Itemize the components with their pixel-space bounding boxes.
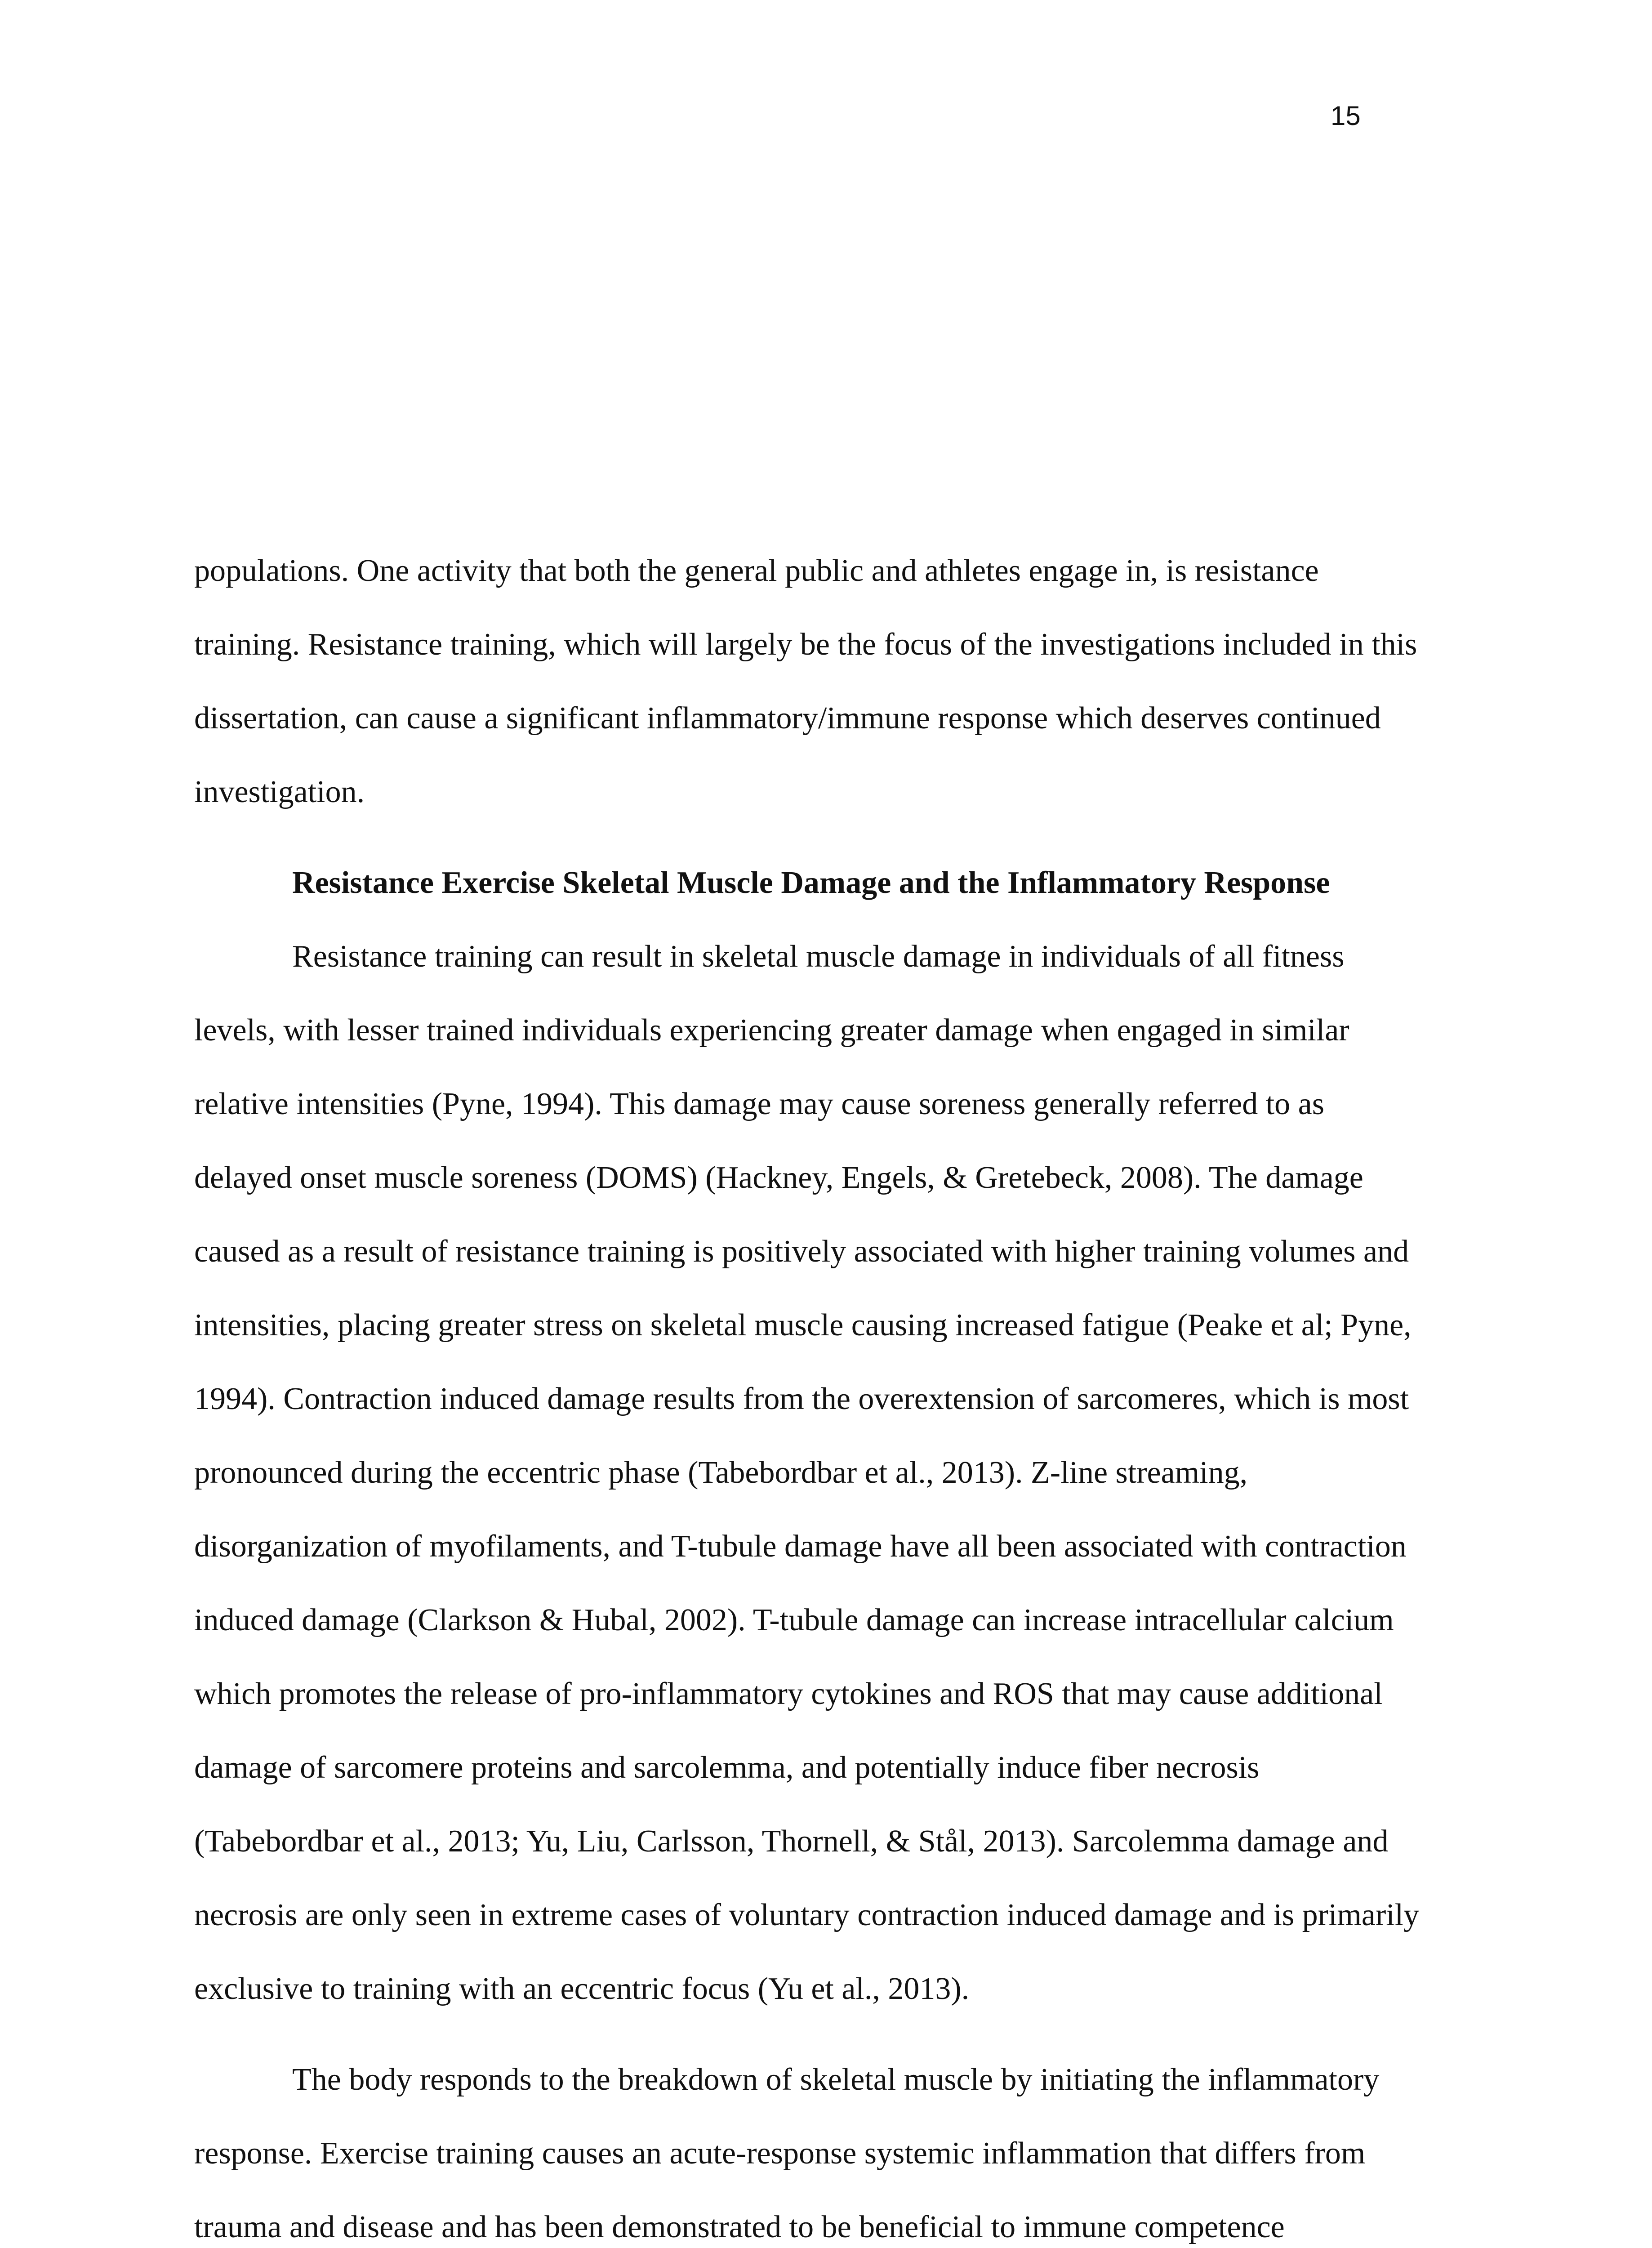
text-line: populations. One activity that both the general public and athletes engage in, is resistance bbox=[194, 553, 1319, 588]
text-line: exclusive to training with an eccentric focus (Yu et al., 2013). bbox=[194, 1971, 970, 2006]
text-line: The body responds to the breakdown of skeletal muscle by initiating the inflammatory bbox=[292, 2062, 1380, 2097]
text-line: induced damage (Clarkson & Hubal, 2002). T-tubule damage can increase intracellular calcium bbox=[194, 1603, 1394, 1637]
text-line: training. Resistance training, which will largely be the focus of the investigations included in this bbox=[194, 627, 1417, 662]
text-line: damage of sarcomere proteins and sarcolemma, and potentially induce fiber necrosis bbox=[194, 1750, 1260, 1785]
text-line: disorganization of myofilaments, and T-tubule damage have all been associated with contraction bbox=[194, 1529, 1407, 1564]
text-line: pronounced during the eccentric phase (Tabebordbar et al., 2013). Z-line streaming, bbox=[194, 1455, 1248, 1490]
document-body bbox=[194, 549, 1444, 2248]
text-line: investigation. bbox=[194, 775, 365, 809]
text-line: Resistance training can result in skeletal muscle damage in individuals of all fitness bbox=[292, 939, 1345, 974]
text-line: caused as a result of resistance training is positively associated with higher training volumes and bbox=[194, 1234, 1409, 1269]
text-line: delayed onset muscle soreness (DOMS) (Hackney, Engels, & Gretebeck, 2008). The damage bbox=[194, 1160, 1363, 1195]
paragraph-muscle-damage bbox=[194, 934, 1444, 2040]
text-line: levels, with lesser trained individuals experiencing greater damage when engaged in similar bbox=[194, 1013, 1349, 1048]
text-line: relative intensities (Pyne, 1994). This damage may cause soreness generally referred to as bbox=[194, 1087, 1324, 1121]
text-line: necrosis are only seen in extreme cases of voluntary contraction induced damage and is primarily bbox=[194, 1898, 1420, 1932]
section-heading: Resistance Exercise Skeletal Muscle Damage and the Inflammatory Response bbox=[292, 865, 1330, 900]
text-line: trauma and disease and has been demonstrated to be beneficial to immune competence bbox=[194, 2210, 1285, 2244]
page-number: 15 bbox=[1331, 101, 1361, 131]
text-line: intensities, placing greater stress on skeletal muscle causing increased fatigue (Peake et al; Pyne, bbox=[194, 1308, 1412, 1343]
text-line: which promotes the release of pro-inflammatory cytokines and ROS that may cause additional bbox=[194, 1677, 1383, 1711]
text-line: response. Exercise training causes an acute-response systemic inflammation that differs from bbox=[194, 2136, 1366, 2171]
paragraph-populations bbox=[194, 549, 1444, 843]
text-line: dissertation, can cause a significant inflammatory/immune response which deserves continued bbox=[194, 701, 1381, 736]
text-line: (Tabebordbar et al., 2013; Yu, Liu, Carlsson, Thornell, & Stål, 2013). Sarcolemma damage and bbox=[194, 1824, 1389, 1859]
text-line: 1994). Contraction induced damage results from the overextension of sarcomeres, which is most bbox=[194, 1382, 1409, 1416]
paragraph-inflammatory-response bbox=[194, 2057, 1444, 2248]
